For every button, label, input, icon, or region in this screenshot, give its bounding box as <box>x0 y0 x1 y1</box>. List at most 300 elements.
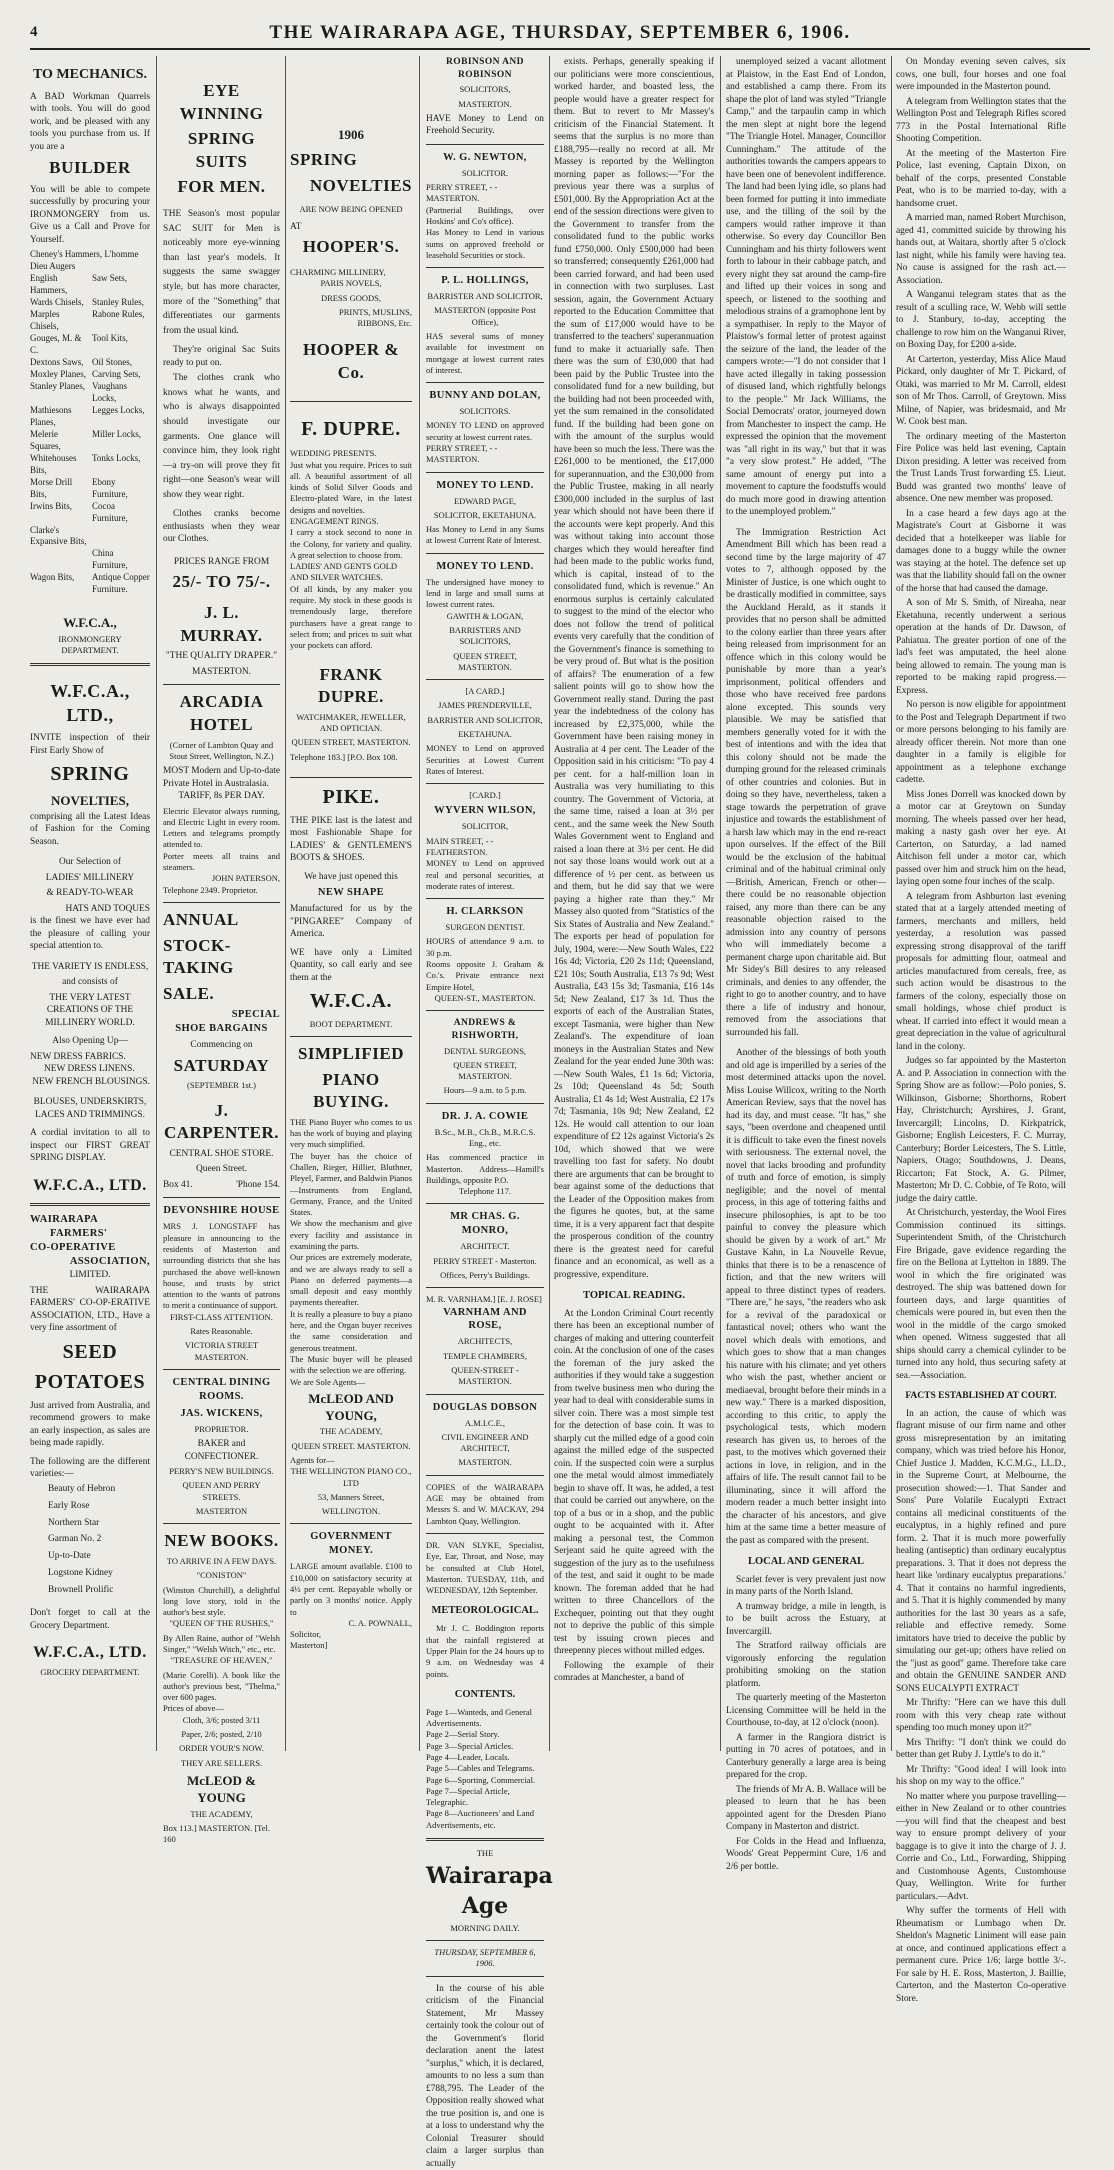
farmers-body: THE WAIRARAPA FARMERS' CO-OP-ERATIVE ASSOCIATION, LTD., Have a very fine assortment of <box>30 1285 150 1334</box>
tool-item: Tonks Locks, <box>92 452 141 463</box>
tool-item: Cocoa Furniture, <box>92 500 128 523</box>
price-range: PRICES RANGE FROM <box>173 556 270 567</box>
pike-just: We have just opened this <box>304 871 398 882</box>
dobson-civil: CIVIL ENGINEER AND ARCHITECT, <box>441 1431 529 1454</box>
variety-item: Logstone Kidney <box>48 1568 113 1579</box>
dev-rates: Rates Reasonable. <box>190 1326 253 1337</box>
wfca-item: NEW FRENCH BLOUSINGS. <box>32 1076 150 1087</box>
book-rushes: "QUEEN OF THE RUSHES," <box>169 1618 274 1629</box>
farmers-line: LIMITED. <box>69 1270 111 1281</box>
card-label: [A CARD.] <box>465 686 505 697</box>
flag-the: THE <box>476 1848 494 1859</box>
mechanics-builder: BUILDER <box>49 158 131 178</box>
pownall: C. A. POWNALL, <box>348 1617 412 1628</box>
local-item: A farmer in the Rangiora district is putting in 70 acres of potatoes, and in Canterbury generally a large area is being prepared for the crop. <box>726 1732 886 1781</box>
variety-item: Garman No. 2 <box>48 1534 102 1545</box>
corrie-advt: No matter where you purpose travelling—either in New Zealand or to other countries—you will find that the cheapest and best way to ensure prompt delivery of your baggage is to give it into the charge of J. J. Corrie and Co., Ltd., Forwarding, Shipping and Customhouse Agents, Customhouse Quay, Wellington. Write for further particulars.—Advt. <box>896 1791 1066 1902</box>
prenderville-sub: BARRISTER AND SOLICITOR, <box>427 714 543 725</box>
wilson-sub: SOLICITOR, <box>461 821 509 832</box>
gawith-addr: QUEEN STREET, MASTERTON. <box>453 650 517 672</box>
cowie-degrees: B.Sc., M.B., Ch.B., M.R.C.S. Eng., etc. <box>434 1126 536 1148</box>
queen-perry: QUEEN AND PERRY STREETS. <box>182 1480 261 1502</box>
column-5 <box>554 56 714 1751</box>
spring-suits: SPRING SUITS <box>187 129 256 171</box>
dupre-title: F. DUPRE. <box>301 417 401 440</box>
varnham-rose: VARNHAM AND ROSE, <box>443 1306 527 1332</box>
spring: SPRING <box>290 150 358 170</box>
piano-buying: PIANO BUYING. <box>313 1069 389 1112</box>
monro-addr: PERRY STREET - Masterton. <box>433 1255 537 1266</box>
special: SPECIAL <box>231 1009 280 1021</box>
leader-continued: exists. Perhaps, generally speaking if our politicians were more conscientious, worked harder, and boasted less, the people would have a greater respect for them. But to revert to Mr Massey's criticism of the Financial Statement. It seems that the surplus is no more than £188,795—really no record at all. Mr Massey is reported by the Wellington morning paper as follows:—"For the previous year there was a surplus of £501,000. By the Appropriation Act at the end of the session directions were given to the Government to transfer from the consolidated fund to the public works fund £750,000. Only £500,000 had been so transferred; consequently £261,000 had been carried forward, and had been used in connection with two surpluses. Last session, again, the Government Actuary reported to the Education Committee that the sum of £17,000 would have to be transferred to the teachers' superannuation fund to make it actuarially safe. Then there was the sum of £30,000 that had been paid by the Public Trustee into the consolidated fund for a new building, but the building had not been proceeded with, yet the sum remained in the consolidated fund. If the building had been gone on with the amount of the surplus would have been so much the less. There was the £261,000 to be mentioned, the £17,000 for superannuation, and the £30,000 from the Public Trustee, making in all nearly £300,000 included in the surplus of last year which should not have been there if the accounts were kept properly. And this was without taking into account those charges which they would hereafter find had been made to the public works fund, which is capital, instead of to the consolidated fund, which is revenue." An enormous surplus is certainly calculated to suggest to the mind of the elector who does not follow the trend of political events very carefully that the condition of the Government's finance is something to be very proud of. But what is the position of affairs? The enumeration of a few salient points will go to show how the Government really stand. During the past year the indebtedness of the colony has increased by £2,375,000, while the Government have been raising money in Australia at 4 per cent. The Leader of the Opposition said in his criticism: "To pay 4 per cent. for a half-million loan in Australia was very humiliating to this country. The Government of Victoria, at the same time, raised a loan at 3½ per cent., and the same week the New South Wales Government went to England and raised a loan there at 3½ per cent. He did not say those loans would work out at a difference of ½ per cent. as between us and them, but he did say that we were paying a higher rate than they." Mr Massey also quoted from "Statistics of the Six States of Australia and New Zealand." The exports per head of population for July, 1904, were:—New South Wales, £22 16s 4d; Victoria, £20 2s 11d; Queensland, £21 10s; South Australia, £13 7s 9d; West Australia, £43 15s 3d; Tasmania, £16 14s 5d; New Zealand, £17 3s 1d. Thus the exports of each of the Australian States, except Tasmania, were higher than New Zealand's. The expenditure of loan moneys in the Australian States and New Zealand for the year ended June 30th was:—New South Wales, £1 1s 6d; Victoria, 2s 10d; Queensland 4s 5d; South Australia, £1 4s 1d; West Australia, £2 17s 7d; Tasmania, 10s 9d; New Zealand, £2 12s. He would call attention to our loan expenditure of £2 12s against Victoria's 2s 10d, which showed that we were travelling too fast for safety. No doubt there are arguments that can be brought to bear against some of the deductions that the Leader of the Opposition makes from the figures he quotes, but, at the same time, it is a very apparent fact that despite the prosperous condition of the country there is the greatest need for careful finance and an economical, as well as a progressive, expenditure. <box>554 57 714 1280</box>
wfca-novelties: NOVELTIES, <box>51 792 129 808</box>
column-rule <box>285 56 286 1751</box>
robinson-sub: SOLICITORS, <box>459 84 511 95</box>
temple: TEMPLE CHAMBERS, <box>442 1350 528 1361</box>
local-item: For Colds in the Head and Influenza, Woods' Great Peppermint Cure, 1/6 and 2/6 per bottle. <box>726 1836 886 1872</box>
robinson: ROBINSON AND ROBINSON <box>446 57 524 80</box>
central-dining: CENTRAL DINING ROOMS. <box>172 1376 271 1402</box>
tool-item: Wagon Bits, <box>30 572 75 583</box>
page-name: EDWARD PAGE, <box>453 495 517 506</box>
wfca-spring: SPRING <box>50 763 130 786</box>
novel-article: Another of the blessings of both youth and old age is imperilled by a series of the most determined attacks upon the novel. Miss Louise Willcox, writing to the North American Review, says that the novel has had its day, and must cease. "It has," she says, "been overdone and cheapened until it is difficult to take even the finest novels with seriousness. The external novel, the novel that lacks brooding and profundity of truth and force of emotion, is simply negligible; and the novel of mental process, in this age of tottering faiths and insecure philosophies, is apt to be too painful to convey the pleasure which should be given by a work of art." Mr Gustave Kahn, in La Nouvelle Revue, thinks that there is to be a renascence of fiction, and that the new writers will appeal to three distinct types of readers. "There are," he says, "the readers who ask for a revival of the paradoxical or fantastical novel; others who want the novel which deals with emotions, and which goes to show that a man changes his nature with his climate; and yet others who wish the past, whether ancient or mediaeval, brought before their minds in a new way." There is a marked disposition, according to this critic, to apply the psychological tests, which modern research has given us, to heroes of the past, to the motives which governed their actions in love, in religion, and in the affairs of life. The result cannot fail to be illuminating, since it will afford the modern reader a much better insight into the character of his ancestors, and give him at the same time a better measure of the past as compared with the present. <box>726 1048 886 1546</box>
tool-item: Carving Sets, <box>92 368 141 379</box>
page-sub: SOLICITOR, EKETAHUNA. <box>433 509 537 520</box>
government-body: LARGE amount available. £100 to £10,000 on satisfactory security at 4½ per cent. Repayable wholly or partly on 3 months' notice. Apply to <box>290 1561 412 1617</box>
wedding: WEDDING PRESENTS. <box>290 448 377 459</box>
contents-item: Page 1—Wanteds, and General Advertisements. <box>426 1706 533 1729</box>
monro-sub: ARCHITECT. <box>460 1241 510 1252</box>
dupre-addr: QUEEN STREET, MASTERTON. <box>291 737 411 748</box>
copies-notice: COPIES of the WAIRARAPA AGE may be obtained from Messrs S. and W. MACKAY, 294 Lambton Quay, Wellington. <box>426 1481 544 1526</box>
column-3 <box>290 56 412 1751</box>
farmers-line: CO-OPERATIVE <box>30 1242 116 1254</box>
local-item: A telegram from Ashburton last evening stated that at a largely attended meeting of farmers, merchants and millers, held yesterday, a resolution was passed expressing strong disapproval of the tariff proposals for admitting flour, oatmeal and articles manufactured from cereals, free, as such action would be disastrous to the farmers of the colony, especially those on small holdings, whose chief product is wheat. If carried into effect it would mean a great depreciation in the value of agricultural land in the colony. <box>896 891 1066 1052</box>
bunny-dolan: BUNNY AND DOLAN, <box>429 390 541 402</box>
wfca-title: W.F.C.A., LTD., <box>50 681 130 726</box>
gawith: GAWITH & LOGAN, <box>446 610 524 621</box>
book-prices: Prices of above— <box>163 1703 224 1714</box>
contents-item: Page 6—Sporting, Commercial. <box>426 1774 536 1785</box>
saturday: SATURDAY <box>173 1055 270 1075</box>
piano-body: THE Piano Buyer who comes to us has the work of buying and playing very much simplified. <box>290 1116 412 1150</box>
hollings: P. L. HOLLINGS, <box>441 275 529 287</box>
gents-desc: Of all kinds, by any maker you require. My stock in these goods is tremendously large, therefore purchasers have a great range to select from; and prices to suit what your pockets can afford. <box>290 583 412 651</box>
tool-item: Stanley Rules, <box>92 297 144 308</box>
wedding-desc: Just what you require. Prices to suit all. A beautiful assortment of all kinds of Solid Silver Goods and Electro-plated Ware, in the latest designs and novelties. <box>290 459 412 515</box>
bunny-body: MONEY TO LEND on approved security at lowest current rates. <box>426 420 544 442</box>
dobson-amice: A.M.I.C.E., <box>464 1417 506 1428</box>
newton: W. G. NEWTON, <box>443 151 527 163</box>
arcadia-elec: Electric Elevator always running, and Electric Light in every room. Letters and telegrams promptly attended to. <box>163 805 280 850</box>
dev-first: FIRST-CLASS ATTENTION. <box>170 1311 273 1322</box>
column-rule <box>419 56 420 1751</box>
sale: SALE. <box>163 983 215 1003</box>
mechanics-intro: A BAD Workman Quarrels with tools. You will do good work, and be pleased with any tools you purchase from us. If you are a <box>30 91 150 152</box>
seed-call: Don't forget to call at the Grocery Department. <box>30 1608 150 1631</box>
topical-heading: TOPICAL READING. <box>583 1290 685 1301</box>
wfca-item: NEW DRESS LINENS. <box>44 1064 135 1075</box>
tool-item: Vaughans Locks, <box>92 380 127 403</box>
price: 25/- TO 75/-. <box>172 572 271 592</box>
frank-dupre: FRANK DUPRE. <box>318 664 384 707</box>
column-rule <box>156 56 157 1751</box>
wfca-item: NEW DRESS FABRICS. <box>30 1051 126 1062</box>
tool-item: Saw Sets, <box>92 273 128 284</box>
mechanics-body: You will be able to compete successfully by procuring your IRONMONGERY from us. Give us a Call and Prove for Yourself. <box>30 184 150 245</box>
leader-date: THURSDAY, SEPTEMBER 6, 1906. <box>434 1947 536 1969</box>
contents-heading: CONTENTS. <box>454 1688 516 1700</box>
tool-item: Melerie Squares, <box>30 428 61 451</box>
masthead <box>30 22 1090 50</box>
andrews: ANDREWS & RISHWORTH, <box>451 1018 519 1041</box>
prenderville: JAMES PRENDERVILLE, <box>438 700 532 711</box>
sole-agents: We are Sole Agents— <box>290 1376 366 1387</box>
varnham-rose-names: M. R. VARNHAM.] [E. J. ROSE] <box>426 1294 542 1305</box>
wfca-invite: INVITE inspection of their First Early Show of <box>30 733 150 756</box>
hollings-addr: MASTERTON (opposite Post Office), <box>434 305 536 327</box>
money-to-lend-2: MONEY TO LEND. <box>436 560 534 572</box>
column-1 <box>30 56 150 1751</box>
piano-show: We show the mechanism and give every facility and assistance in examining the parts. <box>290 1218 412 1251</box>
piano-wellington: WELLINGTON. <box>321 1506 381 1517</box>
pike-wfca: W.F.C.A. <box>309 990 393 1012</box>
tool-item: Irwins Bits, <box>30 500 73 511</box>
dentist: SURGEON DENTIST. <box>445 922 525 933</box>
novelties: NOVELTIES <box>309 175 412 195</box>
wfca-cordial: A cordial invitation to all to inspect our FIRST GREAT SPRING DISPLAY. <box>30 1128 150 1164</box>
tool-item: Marples Chisels, <box>30 309 60 332</box>
mechanics-dept: IRONMONGERY DEPARTMENT. <box>58 633 122 655</box>
variety-item: Beauty of Hebron <box>48 1483 116 1494</box>
wfca-blouses: BLOUSES, UNDERSKIRTS, LACES AND TRIMMINGS. <box>33 1097 147 1120</box>
thrifty-2: Mrs Thrifty: "I don't think we could do better than get Ruby J. Lyttle's to do it." <box>896 1737 1066 1761</box>
arrive: TO ARRIVE IN A FEW DAYS. <box>166 1555 277 1566</box>
temple-addr: QUEEN-STREET - MASTERTON. <box>451 1365 519 1387</box>
contents-item: Page 4—Leader, Locals. <box>426 1752 510 1762</box>
dev-body: MRS J. LONGSTAFF has pleasure in announcing to the residents of Masterton and surrounding districts that she has purchased the above well-known house, and trusts by strict attention to the wants of patrons to merit a continuance of support. <box>163 1221 280 1311</box>
variety-item: Brownell Prolific <box>48 1585 114 1596</box>
newton-body: Has Money to Lend in various sums on approved freehold or leasehold Securities or stock. <box>426 227 544 260</box>
hooper-item: PRINTS, MUSLINS, <box>339 306 412 317</box>
dobson-town: MASTERTON. <box>458 1457 512 1468</box>
local-item: A son of Mr S. Smith, of Nireaha, near Eketahuna, recently underwent a serious operation at the hands of Dr. Dawson, of Pahiatua. The greater portion of one of the lad's feet was amputated, the heel alone being allowed to remain. The young man is reported to be making rapid progress.—Express. <box>896 598 1066 696</box>
wilson-body: MONEY to Lend on approved real and personal securities, at moderate rates of interest. <box>426 858 544 891</box>
potatoes-heading: POTATOES <box>34 1371 146 1394</box>
varnham-sub: ARCHITECTS, <box>457 1336 513 1347</box>
tool-item: English Hammers, <box>30 273 68 296</box>
carpenter: J. CARPENTER. <box>163 1100 280 1143</box>
for-men: FOR MEN. <box>177 177 266 197</box>
watchmaker: WATCHMAKER, JEWELLER, AND OPTICIAN. <box>296 711 406 734</box>
local-item: A Wanganui telegram states that as the result of a sculling race, W. Webb will settle to J. Stanbury, to-day, accepting the challenge to row him on the Wanganui River, on Boxing Day, for £200 a-side. <box>896 290 1067 350</box>
column-6 <box>726 56 886 1872</box>
mechanics-title: TO MECHANICS. <box>32 67 148 82</box>
robinson-body: HAVE Money to Lend on Freehold Security. <box>426 113 544 137</box>
facts-body: In an action, the cause of which was flagrant misuse of our firm name and other gross misrepresentation by an imitating company, which was tried before his Honor, Chief Justice J. Madden, K.C.M.G., LL.D., in the Supreme Court, at Melbourne, the prosecution showed:—1. That Sander and Sons' Pure Volatile Eucalypti Extract contains all medicinal constituents of the eucalyptus, in a highly refined and pure form. 2. That it is much more powerfully healing (antiseptic) than ordinary eucalyptus preparations. 3. That it does not depress the heart like 'ordinary eucalyptus preparations.' 4. That it contains no harmful ingredients, and 5. That it is highly commended by many authorities for the last 30 years as a safe, reliable and effective remedy. Some imitators have tried to deceive the public by simulating our get-up; others have relied on the "just as good" game. Therefore take care and obtain the GENUINE SANDER AND SONS EUCALYPTI EXTRACT <box>896 1408 1066 1694</box>
arcadia-porter: Porter meets all trains and steamers. <box>163 850 280 873</box>
tool-item: Gouges, M. & C. <box>30 333 82 355</box>
pownall-solicitor: Solicitor, <box>290 1629 322 1640</box>
piano-pleasure: It is really a pleasure to buy a piano here, and the Organ buyer receives the same consideration and generous treatment. <box>290 1308 412 1353</box>
manners-st: 53, Manners Street, <box>317 1491 385 1502</box>
seed-follow: The following are the different varieties:— <box>30 1456 150 1480</box>
piano-prices: Our prices are extremely moderate, and we are always ready to sell a Piano on deferred payments—a small deposit and easy monthly payments thereafter. <box>290 1252 412 1308</box>
contents-item: Page 3—Special Articles. <box>426 1740 514 1751</box>
pike-limited: WE have only a Limited Quantity, so call early and see them at the <box>290 947 412 983</box>
gawith-sub: BARRISTERS AND SOLICITORS, <box>449 624 521 647</box>
tool-item: Cheney's Hammers, L'homme Dieu Augers <box>30 249 139 272</box>
eye-body-3: The clothes crank who knows what he wants, and who is always disappointed should investigate our garments. One glance will convince him, they look right—a try-on will prove they fit right—one Season's wear will show they wear right. <box>163 373 280 500</box>
hooper-item: RIBBONS, Etc. <box>357 318 412 329</box>
murray: J. L. MURRAY. <box>180 603 263 645</box>
bunny-addr: PERRY STREET, - - MASTERTON. <box>426 443 498 465</box>
column-rule <box>720 56 721 1751</box>
local-item: Scarlet fever is very prevalent just now in many parts of the North Island. <box>726 1574 886 1598</box>
local-item: The ordinary meeting of the Masterton Fire Police was held last evening, Captain Dixon presiding. A letter was received from the Trust Lands Trust forwarding £5. Lieut. Budd was granted two months' leave of absence. One new member was proposed. <box>896 431 1066 504</box>
contents-item: Page 8—Auctioneers' and Land Advertisements, etc. <box>426 1808 534 1830</box>
tool-item: Morse Drill Bits, <box>30 476 73 499</box>
government-money: GOVERNMENT MONEY. <box>310 1531 392 1557</box>
book-treasure: "TREASURE OF HEAVEN," <box>170 1655 273 1666</box>
piano-music: The Music buyer will be pleased with the selection we are offering. <box>290 1353 412 1376</box>
contents-item: Page 7—Special Article, Telegraphic. <box>426 1785 510 1808</box>
queen-masterton: QUEEN STREET. MASTERTON. <box>291 1440 411 1451</box>
agents-for: Agents for— <box>290 1455 335 1465</box>
murray-sub: "THE QUALITY DRAPER." <box>165 651 278 662</box>
local-item: In a case heard a few days ago at the Magistrate's Court at Gisborne it was decided that a hotelkeeper was liable for damages done to a buggy while the owner was staying at the hotel. The defence set up was that the liability should fall on the owner of the horse that had caused the damage. <box>896 508 1066 594</box>
tool-item: Tool Kits, <box>92 333 128 343</box>
hollings-body: HAS several sums of money available for investment on mortgage at lowest current rates of interest. <box>426 331 544 375</box>
wilson-addr: MAIN STREET, - - FEATHERSTON. <box>426 835 494 858</box>
topical-following: Following the example of their comrades at Manchester, a band of <box>554 1660 714 1684</box>
devonshire: DEVONSHIRE HOUSE <box>163 1205 280 1217</box>
column-7 <box>896 56 1067 2004</box>
academy: THE ACADEMY, <box>190 1808 253 1819</box>
queen-street: Queen Street. <box>195 1164 248 1175</box>
morning-daily: MORNING DAILY. <box>450 1922 520 1933</box>
arcadia-owner: JOHN PATERSON, <box>211 873 280 884</box>
piano-choice: The buyer has the choice of Challen, Rieger, Hillier, Bluthner, Pleyel, Farmer, and Baldwin Pianos—Instruments from England, Germany, France, and the United States. <box>290 1150 412 1218</box>
wilson: WYVERN WILSON, <box>434 805 536 817</box>
wfca-consist: and consists of <box>62 977 118 988</box>
tool-item: Oil Stones, <box>92 356 133 367</box>
wfca-sign: W.F.C.A., LTD. <box>33 1176 147 1194</box>
column-rule <box>891 56 892 1751</box>
mechanics-sign: W.F.C.A., <box>63 615 117 631</box>
baker: BAKER and CONFECTIONER. <box>184 1439 259 1462</box>
hooper-co: HOOPER & Co. <box>302 340 400 382</box>
wfca-selection: Our Selection of <box>59 857 121 868</box>
phone-154: 'Phone 154. <box>236 1179 280 1190</box>
page-body: Has Money to Lend in any Sums at lowest Current Rate of Interest. <box>426 524 544 546</box>
triangle-camp: unemployed seized a vacant allotment at Plaistow, in the East End of London, and established a camp there. From its shape the plot of land was styled "Triangle Camp," and the tarpaulin camp in which the men slept at night bore the legend "The Triangle Hotel. Manager, Councillor Cunningham." The attitude of the authorities towards the campers appears to have been one of benevolent indifference. The land had been lying idle, so plans had been formed for putting it into immediate use, and the tilling of the soil by the campers would rather improve it than otherwise. So every day Councillor Ben Cunningham and his thirty followers went forth to labour in their cabbage patch, and every night they sat around the camp-fire and lifted up their voices in song and speech, or listened to the soothing and melodious strains of a gramophone lent by a sympathiser. In reply to the Mayor of Plaistow's formal letter of protest against the seizure of the land, the leader of the campers wrote:—"I do not consider that I have acted illegally in taking possession of disused land, which rightfully belongs to the people." Mr Jack Williams, the Social Democrats' orator, journeyed down from Manchester to inspect the camp. He expressed the opinion that the movement was "all right in its way," but that it was "a very slow protest." He added, "The same amount of energy put into a movement to capture the foodstuffs would do much more good in drawing attention to the unemployed problem." <box>726 57 886 517</box>
local-item: At the meeting of the Masterton Fire Police, last evening, Captain Dixon, on behalf of the corps, presented Constable Peat, who is to be married to-day, with a handsome cruet. <box>896 148 1066 209</box>
column-4 <box>426 56 553 2169</box>
perry-buildings: PERRY'S NEW BUILDINGS. <box>169 1466 274 1477</box>
box-41: Box 41. <box>163 1179 193 1190</box>
newton-addr: PERRY STREET, - - MASTERTON. <box>426 182 498 204</box>
eye-winning: EYE WINNING <box>179 81 264 123</box>
wickens-prop: PROPRIETOR. <box>194 1423 249 1434</box>
wfca-variety: THE VARIETY IS ENDLESS, <box>31 961 149 972</box>
wfca-millinery: LADIES' MILLINERY <box>45 872 135 883</box>
piano-co: THE WELLINGTON PIANO CO., LTD <box>290 1466 412 1488</box>
pike-dept: BOOT DEPARTMENT. <box>309 1018 393 1029</box>
local-general-heading: LOCAL AND GENERAL <box>747 1556 865 1567</box>
local-item: A married man, named Robert Murchison, aged 41, committed suicide by throwing his hands out, at Waitara, shortly after 5 o'clock last night, while his family were having tea. No cause is assigned for the rash act.—Association. <box>896 213 1066 286</box>
book-order: ORDER YOUR'S NOW. <box>179 1743 264 1754</box>
thrifty-3: Mr Thrifty: "Good idea! I will look into his shop on my way to the office." <box>896 1764 1066 1788</box>
page-number: 4 <box>30 24 38 40</box>
local-item: The quarterly meeting of the Masterton Licensing Committee will be held in the Courthouse, to-day, at 12 o'clock (noon). <box>726 1693 886 1729</box>
local-item: The friends of Mr A. B. Wallace will be pleased to learn that he has been appointed agent for the Dresden Piano Company in Masterton and district. <box>726 1784 886 1833</box>
clarkson: H. CLARKSON <box>446 906 524 918</box>
contents-item: Page 2—Serial Story. <box>426 1729 500 1740</box>
andrews-sub: DENTAL SURGEONS, <box>443 1045 527 1056</box>
wfca-body: comprising all the Latest Ideas of Fashion for the Coming Season. <box>30 811 150 847</box>
hooper-item: PARIS NOVELS, <box>320 278 382 289</box>
pike-title: PIKE. <box>322 785 380 808</box>
farmers-line: FARMERS' <box>50 1228 108 1240</box>
arcadia-addr: (Corner of Lambton Quay and Stout Street, Wellington, N.Z.) <box>169 739 274 761</box>
column-rule <box>549 56 550 1751</box>
wfca-ready: & READY-TO-WEAR <box>46 888 134 899</box>
meteorological-body: Mr J. C. Boddington reports that the rainfall registered at Upper Plain for the 24 hours up to 9 a.m. on Wednesday was 4 points. <box>426 1623 544 1679</box>
grocery-dept: GROCERY DEPARTMENT. <box>40 1667 140 1678</box>
leader-article: In the course of his able criticism of the Financial Statement, Mr Massey certainly took the colour out of the Government's florid declaration anent the latest "surplus," which, it is declared, amounts to no less a sum than £788,795. The Leader of the Opposition really showed what the true position is, and one is at a loss to understand why the Colonial Treasurer should claim a larger surplus than actually <box>426 1983 544 2169</box>
column-2 <box>163 56 280 1845</box>
wfca-hats: HATS AND TOQUES <box>65 903 150 914</box>
tool-item: Clarke's Expansive Bits, <box>30 524 87 547</box>
arcadia-title: ARCADIA HOTEL <box>179 692 264 734</box>
newton-partner: (Partnerial Buildings, over Hoskins' and Co's office). <box>426 204 544 226</box>
tool-item: China Furniture, <box>92 548 128 571</box>
farmers-line: WAIRARAPA <box>30 1214 99 1226</box>
shoe-contact <box>163 1179 280 1192</box>
engage-desc: I carry a stock second to none in the Colony, for variety and quality. A great selection to choose from. <box>290 527 412 560</box>
monro: MR CHAS. G. MONRO, <box>450 1211 520 1237</box>
local-item: Judges so far appointed by the Masterton A. and P. Association in connection with the Spring Show are as follow:—Polo ponies, S. Wilkinson, Gisborne; Shorthorns, Robert Hay, Christchurch; Ayrshires, J. Grant, Invercargill; Lincolns, D. Kirkpatrick, Gisborne; English Leicesters, F. C. Murray, Canterbury; Border Leicesters, The S. Little, Napiers, Otago; Southdowns, J. Deans, Riccarton; Fat Stock, A. G. Pilmer, Masterton; Mr D. C. Cobbie, of Te Roto, will judge the dairy cattle. <box>896 1056 1066 1204</box>
money-2-body: The undersigned have money to lend in large and small sums at lowest current rates. <box>426 576 544 610</box>
variety-item: Northern Star <box>48 1517 100 1528</box>
tool-item: Moxley Planes, <box>30 368 86 379</box>
prenderville-town: EKETAHUNA. <box>458 729 512 739</box>
tool-item: Whitehouses Bits, <box>30 452 77 475</box>
mcleod-young: McLEOD AND YOUNG, <box>308 1390 394 1424</box>
gents: LADIES' AND GENTS GOLD AND SILVER WATCHES. <box>290 561 398 583</box>
hoopers: HOOPER'S. <box>302 237 400 257</box>
central-shoe: CENTRAL SHOE STORE. <box>169 1148 274 1159</box>
arcadia-tariff: TARIFF, 8s PER DAY. <box>178 791 265 802</box>
andrews-addr: QUEEN STREET, MASTERTON. <box>453 1059 517 1082</box>
tool-item: Legges Locks, <box>92 404 145 415</box>
flag-wairarapa-age: Wairarapa Age <box>426 1863 553 1919</box>
tool-item: Mathiesons Planes, <box>30 404 72 427</box>
andrews-hours: Hours—9 a.m. to 5 p.m. <box>443 1085 527 1096</box>
tool-list <box>30 249 150 596</box>
robinson-town: MASTERTON. <box>458 98 512 109</box>
commencing: Commencing on <box>190 1040 253 1051</box>
at: AT <box>290 221 302 232</box>
card-label: [CARD.] <box>469 790 501 801</box>
arcadia-body: MOST Modern and Up-to-date Private Hotel in Australasia. <box>163 766 280 789</box>
mcleod-young: McLEOD & YOUNG <box>187 1772 256 1806</box>
annual: ANNUAL <box>163 909 239 929</box>
grocery-sign: W.F.C.A., LTD. <box>33 1644 147 1662</box>
book-coniston-desc: (Winston Churchill), a delightful long love story, told in the author's best style. <box>163 1584 280 1618</box>
seed-heading: SEED <box>62 1340 118 1363</box>
pownall-town: Masterton] <box>290 1640 328 1651</box>
variety-item: Early Rose <box>48 1500 90 1511</box>
van-slyke-notice: DR. VAN SLYKE, Specialist, Eye, Ear, Throat, and Nose, may be consulted at Club Hotel, Masterton. TUESDAY, 11th, and WEDNESDAY, 12th September. <box>426 1539 544 1596</box>
clarkson-hours: HOURS of attendance 9 a.m. to 30 p.m. <box>426 936 544 958</box>
seed-body: Just arrived from Australia, and recommend growers to make an early inspection, as sales are being made rapidly. <box>30 1400 150 1449</box>
tool-item: Rabone Rules, <box>92 309 145 320</box>
local-item: A tramway bridge, a mile in length, is to be built across the Estuary, at Invercargill. <box>726 1601 886 1637</box>
facts-heading: FACTS ESTABLISHED AT COURT. <box>905 1391 1057 1401</box>
newton-sub: SOLICITOR. <box>461 167 509 178</box>
eye-body-4: Clothes cranks become enthusiasts when they wear our Clothes. <box>163 509 280 545</box>
dev-addr: VICTORIA STREET MASTERTON. <box>184 1340 259 1362</box>
academy: THE ACADEMY, <box>319 1426 383 1437</box>
wfca-finest: is the finest we have ever had the pleasure of calling your special attention to. <box>30 916 150 952</box>
clarkson-addr: QUEEN-ST., MASTERTON. <box>434 992 536 1003</box>
sept-date: (SEPTEMBER 1st.) <box>187 1080 256 1091</box>
hollings-sub: BARRISTER AND SOLICITOR, <box>427 291 543 302</box>
local-item: No person is now eligible for appointment to the Post and Telegraph Department if two or more persons belonging to his family are already officer therein. Not more than one daughter in a family is eligible for appointment as a telephone exchange cadette. <box>896 700 1066 785</box>
bunny-sub: SOLICITORS. <box>459 406 511 417</box>
shoe-bargains: SHOE BARGAINS <box>175 1023 268 1035</box>
arcadia-tel: Telephone 2349. Proprietor. <box>163 884 258 895</box>
prenderville-body: MONEY to Lend on approved Securities at Lowest Current Rates of Interest. <box>426 743 544 776</box>
new-books: NEW BOOKS. <box>164 1531 279 1551</box>
cowie: DR. J. A. COWIE <box>441 1110 529 1122</box>
pike-shape: NEW SHAPE <box>317 887 385 899</box>
book-rushes-desc: By Allen Raine, author of "Welsh Singer," "Welsh Witch," etc., etc. <box>163 1632 280 1654</box>
eye-body: THE Season's most popular SAC SUIT for Men is noticeably more eye-winning than last year's models. It suggests the same swagger style, but has more character, more of the "Something" that differentiates our garments from the usual kind. <box>163 209 280 336</box>
tool-item: Stanley Planes, <box>30 380 85 391</box>
immigration-bill: The Immigration Restriction Act Amendment Bill which has been read a second time by the large majority of 47 votes to 7, although opposed by the Minister of Justice, is one which ought to be drastically modified in committee, says the Auckland Herald, as it stands it provides that no person shall be admitted to the colony earlier than three years after being released from imprisonment for an offence which in this colony would be punishable by more than a year's imprisonment, political offenders and those who have received free pardons alone excepted. This sounds very plausible. We may be satisfied that members generally voted for it with the best of intentions and with the idea that this colony should not be made the dumping ground for the released criminals of other countries and colonies. But in doing so they have, nevertheless, taken a stage towards the perpetration of grave injustice and towards the establishment of a harsh law which may in the end re-react upon ourselves. If the effect of the Bill would be the exclusion of the habitual criminal and of the habitual criminal only—British, American, French or other—there could be no reasonable objection raised, any more than there can be any reasonable objection raised to the admission into any country of persons who will immediately become a permanent charge upon charitable aid. But Mr Sidey's Bill desires to any released criminals, and denies to any offender, the right to go to another country, and to have there a life of industry and honour, removed from the associations that surrounded his fall. <box>726 527 886 1038</box>
opening: ARE NOW BEING OPENED <box>299 203 403 214</box>
book-treasure-desc: (Marie Corelli). A book like the author's previous best, "Thelma," over 600 pages. <box>163 1669 280 1703</box>
contents-item: Page 5—Cables and Telegrams. <box>426 1763 535 1774</box>
dupre-tel: Telephone 183.] [P.O. Box 108. <box>290 751 398 762</box>
monro-office: Offices, Perry's Buildings. <box>440 1269 530 1280</box>
local-item: At Christchurch, yesterday, the Wool Fires Commission continued its sittings. Superintendent Smith, of the Christchurch Fire Brigade, gave evidence regarding the fire on the Bellona at Lyttelton in 1889. The wool in which the fire originated was destroyed. The ship was battened down for fourteen days, and large quantities of chemicals were poured in, but even then the wool in the middle of the cargo smoked when opened. Witness suggested that all ships should carry a chemical cylinder to be turned into any hold, thus securing safety at sea.—Association. <box>896 1208 1066 1381</box>
tool-item: Wards Chisels, <box>30 297 84 308</box>
murray-town: MASTERTON. <box>192 666 251 677</box>
thrifty-1: Mr Thrifty: "Here can we have this dull room with this very cheap rate without spending too much money upon it?" <box>896 1698 1066 1734</box>
pike-manu: Manufactured for us by the "PINGAREE" Company of America. <box>290 904 412 939</box>
book-coniston: "CONISTON" <box>196 1570 247 1581</box>
engage: ENGAGEMENT RINGS. <box>290 515 379 526</box>
tool-item: Miller Locks, <box>92 428 141 439</box>
tool-item: Dextons Saws, <box>30 356 84 367</box>
book-paper: Paper, 2/6; posted, 2/10 <box>181 1729 262 1740</box>
hooper-item: DRESS GOODS, <box>321 292 381 303</box>
masthead-title: THE WAIRARAPA AGE, THURSDAY, SEPTEMBER 6, 1906. <box>269 22 851 43</box>
local-item: The Stratford railway officials are vigorously enforcing the regulation prohibiting smoking on the station platform. <box>726 1641 886 1689</box>
stock-taking: STOCK-TAKING <box>163 935 234 978</box>
local-item: A telegram from Wellington states that the Wellington Post and Telegraph Rifles scored 773 in the Postal International Rifle Shooting Competition. <box>896 96 1066 144</box>
wickens: JAS. WICKENS, <box>180 1407 263 1419</box>
wfca-also: Also Opening Up— <box>52 1036 128 1047</box>
book-sellers: THEY ARE SELLERS. <box>180 1757 263 1768</box>
box-113: Box 113.] MASTERTON. [Tel. 160 <box>163 1822 271 1845</box>
meteorological-heading: METEOROLOGICAL. <box>431 1605 539 1617</box>
